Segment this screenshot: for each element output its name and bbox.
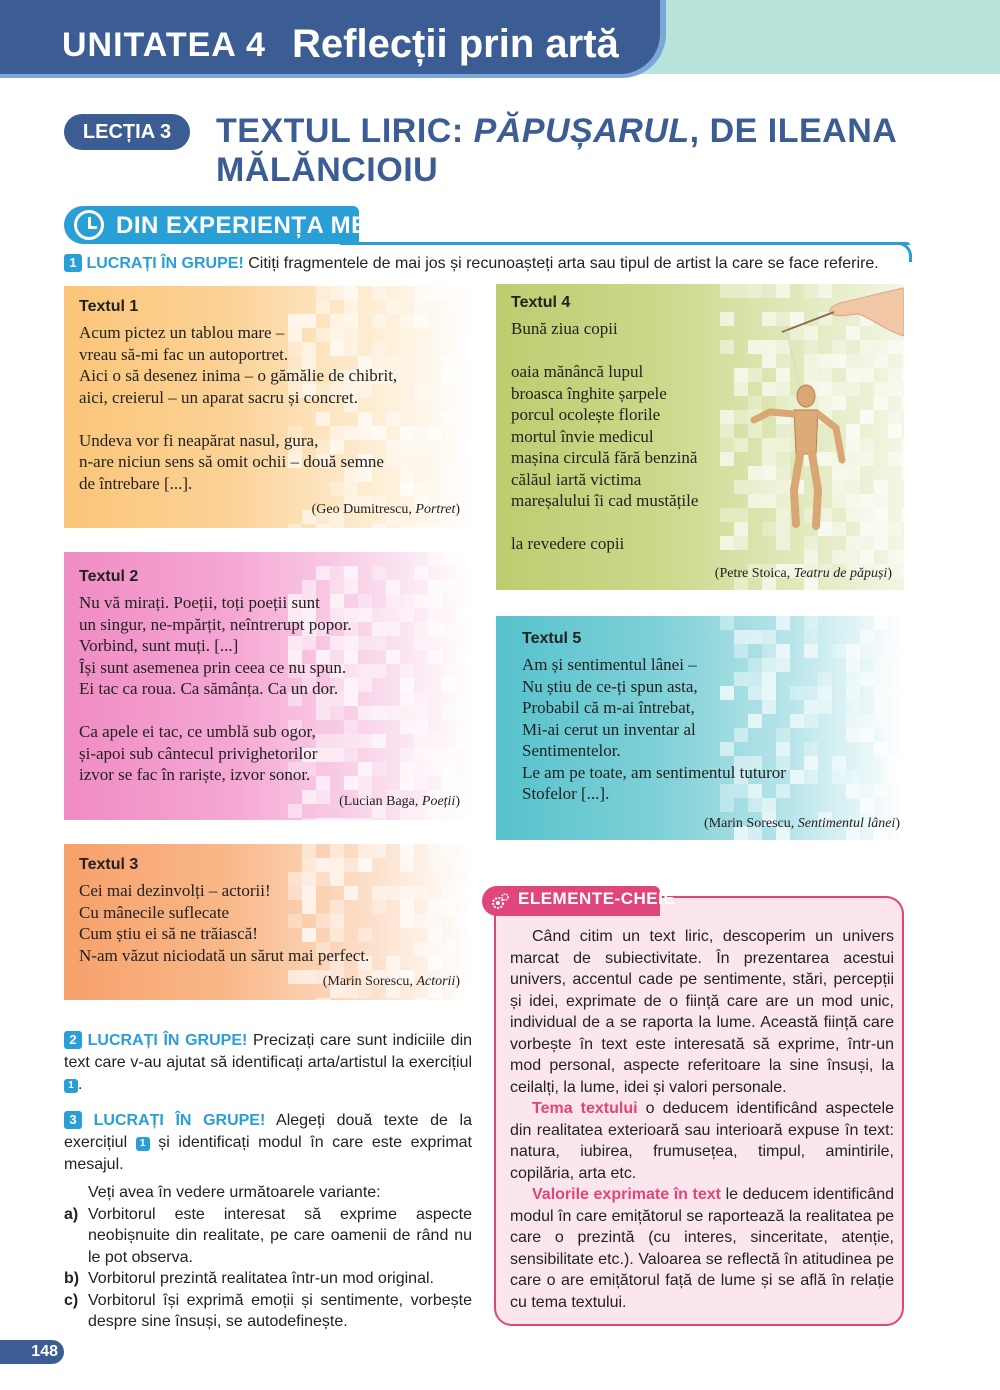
pixel-tile: [400, 524, 414, 528]
pixel-tile: [428, 524, 442, 528]
pixel-tile: [888, 550, 902, 564]
pixel-tile: [470, 998, 472, 1000]
source-author: (Lucian Baga,: [339, 794, 422, 809]
source-work: Teatru de păpuși: [793, 566, 888, 581]
source-close: ): [887, 566, 892, 581]
pixel-tile: [902, 714, 904, 728]
exercise-heading: LUCRAȚI ÎN GRUPE!: [93, 1112, 266, 1129]
source-work: Sentimentul lânei: [797, 816, 896, 831]
pixel-tile: [344, 818, 358, 820]
pixel-tile: [302, 818, 316, 820]
key-elements-text-span: o deducem identificând aspectele din realitatea exterioară sau interioară expuse în text: natura, iubirea, frumusețea, timpul, amintirile, copilăria, arta etc.: [510, 1100, 895, 1182]
text-box-3: [64, 844, 472, 1000]
pixel-tile: [442, 552, 456, 566]
source-author: (Marin Sorescu,: [322, 974, 417, 989]
text-label: Textul 3: [79, 856, 139, 873]
pixel-tile: [470, 900, 472, 914]
exercise-1: [64, 254, 924, 273]
exercise-2: [64, 1030, 472, 1096]
pixel-tile: [428, 552, 442, 566]
key-elements-text: [510, 926, 894, 1313]
pixel-tile: [470, 650, 472, 664]
exercise-ref-badge: 1: [64, 1079, 78, 1093]
pixel-tile: [470, 804, 472, 818]
poem-source: [323, 974, 460, 990]
pixel-tile: [372, 818, 386, 820]
variants-list: [64, 1182, 472, 1333]
pixel-tile: [470, 300, 472, 314]
key-elements-paragraph: Când citim un text liric, descoperim un univers marcat de subiectivitate. În prezentarea acestui univers, accentul cade pe sentimente, stări, percepții și idei, exprimate de o ființă care are un mod unic, individual de a se raporta la lume. Această ființă care vorbește în text este interesată să exprime, într-un mod personal, aspecte referitoare la sine însuși, la ceilalți, la lume, idei și valori personale.: [510, 928, 894, 1096]
text-box-2: [64, 552, 472, 820]
key-elements-paragraph: [510, 1098, 894, 1184]
pixel-tile: [720, 616, 734, 630]
pixel-tile: [470, 678, 472, 692]
pixel-tile: [414, 998, 428, 1000]
source-close: ): [455, 974, 460, 989]
pixel-tile: [400, 818, 414, 820]
pixel-tile: [470, 580, 472, 594]
source-work: Poeții: [421, 794, 456, 809]
pixel-tile: [372, 524, 386, 528]
pixel-tile: [470, 776, 472, 790]
pixel-tile: [902, 826, 904, 840]
pixel-tile: [442, 818, 456, 820]
pixel-tile: [832, 550, 846, 564]
poem-text: Bună ziua copii oaia mănâncă lupul broasca înghite șarpele porcul ocolește florile mortul învie medicul mașina circulă fără benzină călăul iartă victima mareșalului îi cad mustățile la revedere copii: [511, 319, 699, 553]
variant-item: [64, 1290, 472, 1333]
pixel-tile: [358, 818, 372, 820]
pixel-tile: [316, 790, 330, 804]
pixel-tile: [428, 818, 442, 820]
key-term: Valorile exprimate în text: [532, 1186, 721, 1203]
variants-lead: Veți avea în vedere următoarele variante:: [88, 1184, 381, 1201]
gears-icon: [490, 892, 510, 912]
pixel-tile: [874, 616, 888, 630]
variant-key: b): [64, 1270, 80, 1287]
key-elements-paragraph: [510, 1184, 894, 1313]
text-label: Textul 2: [79, 568, 139, 585]
pixel-tile: [776, 616, 790, 630]
lesson-number-pill: LECȚIA 3: [64, 114, 190, 150]
poem-text: Acum pictez un tablou mare – vreau să-mi fac un autoportret. Aici o să desenez inima – o gămălie de chibrit, aici, creierul – un aparat sacru și concret. Undeva vor fi neapărat nasul, gura, n-are niciun sens să omit ochii – două semne de întrebare [...].: [79, 323, 398, 493]
variant-text: Vorbitorul își exprimă emoții și sentimente, vorbește despre sine însuși, se autodefinește.: [88, 1291, 472, 1330]
pixel-tile: [470, 552, 472, 566]
variant-key: a): [64, 1205, 79, 1223]
exercise-text: Alegeți două texte de la exercițiul: [64, 1112, 472, 1151]
text-box-1: [64, 286, 472, 528]
exercise-heading: LUCRAȚI ÎN GRUPE!: [87, 1032, 248, 1049]
poem-source: [704, 816, 900, 832]
page-number: 148: [0, 1340, 64, 1364]
pixel-tile: [470, 844, 472, 858]
text-box-5: [496, 616, 904, 840]
pixel-tile: [316, 818, 330, 820]
source-author: (Petre Stoica,: [714, 566, 794, 581]
section-title: DIN EXPERIENȚA MEA: [116, 212, 386, 239]
pixel-tile: [470, 286, 472, 300]
pixel-tile: [456, 552, 470, 566]
pixel-tile: [302, 790, 316, 804]
pixel-tile: [470, 928, 472, 942]
pixel-tile: [804, 616, 818, 630]
source-author: (Geo Dumitrescu,: [311, 502, 416, 517]
pixel-tile: [902, 798, 904, 812]
pixel-tile: [902, 616, 904, 630]
text-label: Textul 5: [522, 630, 582, 647]
pixel-tile: [470, 454, 472, 468]
pixel-tile: [470, 482, 472, 496]
poem-text: Cei mai dezinvolți – actorii! Cu mânecile suflecate Cum știu ei să ne trăiască! N-am văzut niciodată un sărut mai perfect.: [79, 881, 370, 965]
source-close: ): [455, 502, 460, 517]
pixel-tile: [902, 550, 904, 564]
exercise-heading: LUCRAȚI ÎN GRUPE!: [86, 255, 244, 272]
pixel-tile: [470, 872, 472, 886]
source-close: ): [455, 794, 460, 809]
variant-key: c): [64, 1291, 79, 1309]
variant-text: Vorbitorul este interesat să exprime aspecte neobișnuite din realitate, pe care oamenii de rând nu le pot observa.: [88, 1205, 472, 1266]
source-work: Portret: [415, 502, 456, 517]
exercise-number-badge: 2: [64, 1031, 82, 1049]
poem-text: Nu vă mirați. Poeții, toți poeții sunt un singur, ne-mpărțit, neîntrerupt popor. Vorbind, sunt muți. [...] Își sunt asemenea prin ceea ce nu spun. Ei tac ca roua. Ca sămânța. Ca un dor. Ca apele ei tac, ce umblă sub ogor, și-apoi sub cântecul privighetorilor izvor se fac în rariște, izvor sonor.: [79, 593, 352, 784]
pixel-tile: [804, 550, 818, 564]
section-rule: [340, 242, 910, 245]
poem-source: [312, 502, 460, 518]
variant-text: Vorbitorul prezintă realitatea într-un mod original.: [88, 1270, 434, 1287]
pixel-tile: [414, 818, 428, 820]
unit-label: UNITATEA 4: [62, 26, 266, 64]
pixel-tile: [288, 804, 302, 818]
pixel-tile: [330, 818, 344, 820]
pixel-tile: [414, 524, 428, 528]
lesson-title-prefix: TEXTUL LIRIC:: [216, 112, 474, 150]
clock-icon: [74, 210, 104, 240]
source-close: ): [895, 816, 900, 831]
pixel-tile: [316, 998, 330, 1000]
pixel-tile: [288, 524, 302, 528]
pixel-tile: [302, 970, 316, 984]
unit-title: Reflecții prin artă: [292, 22, 619, 66]
pixel-tile: [902, 756, 904, 770]
source-work: Actorii: [416, 974, 456, 989]
lesson-title: [216, 112, 1000, 190]
exercise-text-end: .: [78, 1076, 83, 1093]
text-label: Textul 1: [79, 298, 139, 315]
exercise-ref-badge: 1: [136, 1137, 150, 1151]
variant-item: [64, 1268, 472, 1290]
pixel-tile: [316, 524, 330, 528]
exercise-number-badge: 1: [64, 254, 82, 272]
exercise-number-badge: 3: [64, 1111, 82, 1129]
pixel-tile: [330, 524, 344, 528]
exercise-text: Citiți fragmentele de mai jos și recunoașteți arta sau tipul de artist la care se face referire.: [243, 255, 879, 272]
key-elements-text-span: le deducem identificând modul în care emițătorul se raportează la realitatea pe care o prezintă (cu interes, sinceritate, atenție, sensibilitate etc.). Valoarea se reflectă în atitudinea pe care o are emițătorul față de lume și se află în relație cu tema textului.: [510, 1186, 894, 1311]
exercise-3: [64, 1110, 472, 1176]
key-term: Tema textului: [532, 1100, 638, 1117]
pixel-tile: [456, 818, 470, 820]
key-elements-title: ELEMENTE-CHEIE: [518, 889, 676, 908]
text-label: Textul 4: [511, 294, 571, 311]
exercise-text-2: și identificați modul în care este exprimat mesajul.: [64, 1134, 472, 1173]
pixel-tile: [470, 664, 472, 678]
poem-source: [339, 794, 460, 810]
pixel-tile: [288, 970, 302, 984]
pixel-tile: [470, 608, 472, 622]
source-author: (Marin Sorescu,: [704, 816, 798, 831]
pixel-tile: [456, 998, 470, 1000]
pixel-tile: [860, 550, 874, 564]
exercise-text: Precizați care sunt indiciile din text care v-au ajutat să identificați arta/artistul la exercițiul: [64, 1032, 473, 1071]
text-box-4: [496, 284, 904, 590]
lesson-title-work: PĂPUȘARUL: [473, 112, 690, 150]
lesson-title-suffix: , DE ILEANA MĂLĂNCIOIU: [216, 112, 897, 189]
pixel-tile: [846, 550, 860, 564]
pixel-tile: [902, 564, 904, 578]
pixel-tile: [902, 686, 904, 700]
poem-text: Am și sentimentul lânei – Nu știu de ce-ți spun asta, Probabil că m-ai întrebat, Mi-ai cerut un inventar al Sentimentelor. Le am pe toate, am sentimentul tuturor Stofelor [...].: [522, 655, 786, 803]
pixel-tile: [470, 984, 472, 998]
pixel-tile: [470, 440, 472, 454]
pixel-tile: [470, 328, 472, 342]
pixel-tile: [470, 692, 472, 706]
variant-item: [64, 1204, 472, 1269]
poem-source: [715, 566, 892, 582]
